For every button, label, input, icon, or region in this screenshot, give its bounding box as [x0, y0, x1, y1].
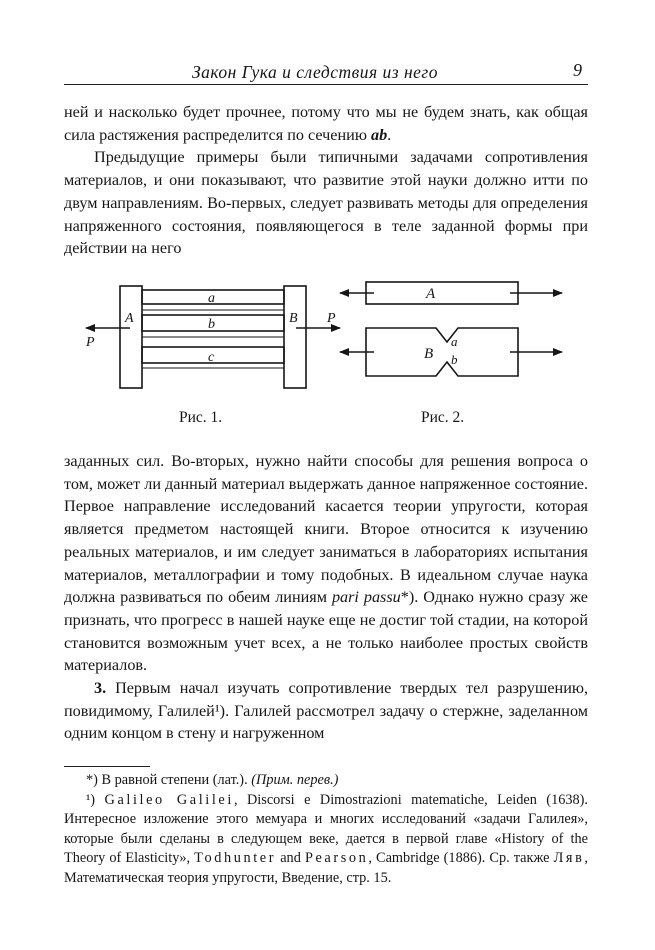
author-love: Ляв — [553, 850, 585, 867]
figures-svg — [64, 270, 588, 440]
pari-passu: pari passu — [331, 588, 401, 607]
footnotes — [64, 771, 588, 889]
fig2-label-B: B — [424, 346, 434, 362]
fig1-label-P-right: P — [327, 311, 336, 326]
fig2-label-b: b — [451, 352, 458, 367]
author-pearson: Pearson — [304, 850, 369, 867]
fig1-right-block — [284, 286, 306, 388]
fig1-label-P-left: P — [86, 335, 95, 350]
ab-symbol: ab — [370, 125, 388, 144]
fig1-label-B: B — [289, 311, 298, 326]
fig2-notched-bar — [366, 328, 518, 376]
fig1-label-c: c — [208, 350, 215, 365]
fig1-label-A: A — [125, 311, 134, 326]
footnote-divider — [64, 766, 150, 767]
footnote-1: ¹) Galileo Galilei, Discorsi e Dimostrazioni matematiche, Leiden (1638). Интересное изложение этого мемуара и многих исследований «задачи Галилея», которые были сделаны в следующем веке, дается в первой главе «History of the Theory of Elasticity», Todhunter and Pearson, Cambridge (1886). Ср. также Ляв, Математическая теория упругости, Введение, стр. 15. — [64, 791, 588, 886]
author-galilei: Galileo Galilei — [104, 791, 234, 808]
fig1-caption: Рис. 1. — [179, 409, 223, 426]
running-header — [64, 60, 588, 85]
fig2-caption: Рис. 2. — [421, 409, 465, 426]
fig1-label-a: a — [208, 291, 215, 306]
footnote-star: *) В равной степени (лат.). (Прим. перев.) — [86, 772, 339, 788]
fig1-left-block — [120, 286, 142, 388]
section-number: 3. — [94, 679, 107, 698]
paragraph-2: Предыдущие примеры были типичными задачами сопротивления материалов, и они показывают, что развитие этой науки должно итти по двум направлениям. Во-первых, следует развивать методы для определения напряженного состояния, появляющегося в теле заданной формы при действии на него — [64, 148, 588, 258]
footnote-ref-star: *) — [400, 588, 415, 607]
footnote-ref-1: ¹) — [214, 701, 226, 720]
header-title: Закон Гука и следствия из него — [192, 62, 438, 82]
fig2-label-A: A — [426, 286, 436, 302]
figures-area — [64, 270, 588, 440]
page-number: 9 — [573, 60, 582, 80]
fig1-label-b: b — [208, 317, 215, 332]
fig2-top-bar — [366, 282, 518, 304]
fig2-label-a: a — [451, 334, 458, 349]
paragraph-1: ней и насколько будет прочнее, потому что мы не будем знать, как общая сила растяжения распределится по сечению ab. — [64, 103, 588, 144]
paragraph-3: заданных сил. Во-вторых, нужно найти способы для решения вопроса о том, может ли данный материал выдержать данное напряженное состояние. Первое направление исследований касается теории упругости, которая является предметом настоящей книги. Второе относится к изучению реальных материалов, и им следует заниматься в лабораториях испытания материалов, металлографии и тому подобных. В идеальном случае наука должна развиваться по обеим линиям pari passu*). Однако нужно сразу же признать, что прогресс в нашей науке еще не достиг той стадии, на которой становится возможным учет всех, а не только наиболее простых свойств материалов. — [64, 452, 588, 675]
paragraph-4: 3. Первым начал изучать сопротивление твердых тел разрушению, повидимому, Галилей¹). Галилей рассмотрел задачу о стержне, заделанном одним концом в стену и нагруженном — [64, 679, 589, 743]
author-todhunter: Todhunter — [194, 850, 277, 867]
text-block-top — [64, 101, 588, 260]
text-block-bottom — [64, 450, 588, 745]
